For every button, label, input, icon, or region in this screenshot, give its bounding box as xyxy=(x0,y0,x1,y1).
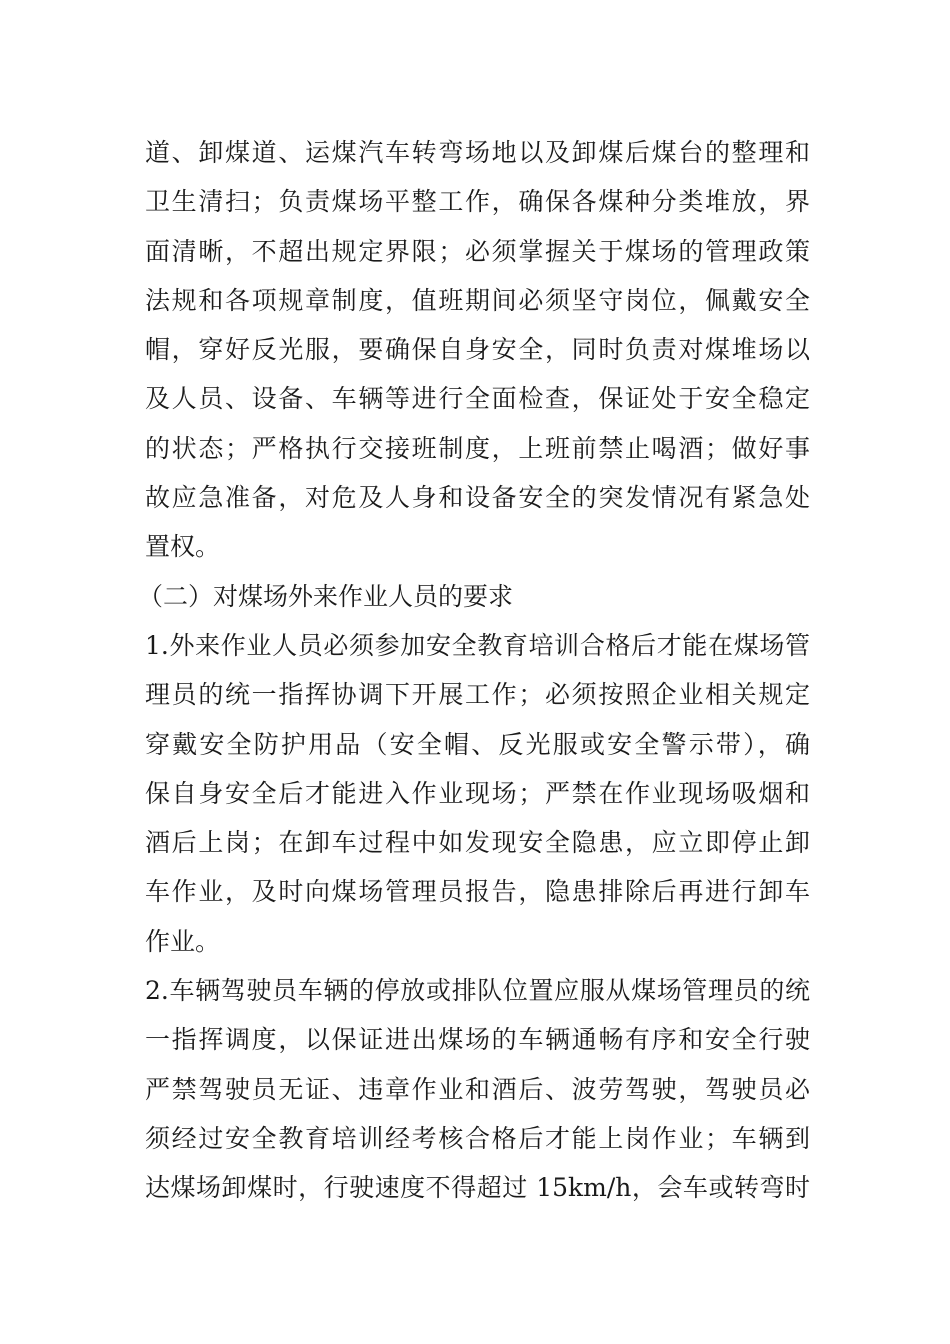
text-line: 的状态；严格执行交接班制度，上班前禁止喝酒；做好事 xyxy=(145,433,810,463)
text-line: 法规和各项规章制度，值班期间必须坚守岗位，佩戴安全 xyxy=(145,285,810,315)
text-line: 2.车辆驾驶员车辆的停放或排队位置应服从煤场管理员的统 xyxy=(145,976,810,1006)
text-line: 道、卸煤道、运煤汽车转弯场地以及卸煤后煤台的整理和 xyxy=(145,138,810,167)
text-line: 须经过安全教育培训经考核合格后才能上岗作业；车辆到 xyxy=(145,1123,810,1153)
section-heading: （二）对煤场外来作业人员的要求 xyxy=(138,581,514,611)
text-line: 保自身安全后才能进入作业现场；严禁在作业现场吸烟和 xyxy=(145,778,810,808)
text-line: 一指挥调度，以保证进出煤场的车辆通畅有序和安全行驶 xyxy=(145,1025,810,1055)
document-body xyxy=(138,128,810,1213)
text-line: 及人员、设备、车辆等进行全面检查，保证处于安全稳定 xyxy=(145,384,810,414)
text-line: 作业。 xyxy=(145,926,221,956)
text-line: 严禁驾驶员无证、违章作业和酒后、波劳驾驶，驾驶员必 xyxy=(145,1074,810,1104)
text-line: 酒后上岗；在卸车过程中如发现安全隐患，应立即停止卸 xyxy=(145,828,810,858)
text-line: 理员的统一指挥协调下开展工作；必须按照企业相关规定 xyxy=(145,680,810,710)
text-line: 卫生清扫；负责煤场平整工作，确保各煤种分类堆放，界 xyxy=(145,187,810,217)
text-line: 故应急准备，对危及人身和设备安全的突发情况有紧急处 xyxy=(145,483,810,513)
text-line: 车作业，及时向煤场管理员报告，隐患排除后再进行卸车 xyxy=(145,877,810,907)
text-line: 1.外来作业人员必须参加安全教育培训合格后才能在煤场管 xyxy=(145,630,810,660)
text-line: 达煤场卸煤时，行驶速度不得超过 15km/h，会车或转弯时 xyxy=(145,1173,810,1203)
text-line: 置权。 xyxy=(145,532,221,562)
text-line: 帽，穿好反光服，要确保自身安全，同时负责对煤堆场以 xyxy=(145,335,810,365)
text-line: 穿戴安全防护用品（安全帽、反光服或安全警示带），确 xyxy=(145,729,810,759)
text-line: 面清晰，不超出规定界限；必须掌握关于煤场的管理政策 xyxy=(145,236,810,266)
